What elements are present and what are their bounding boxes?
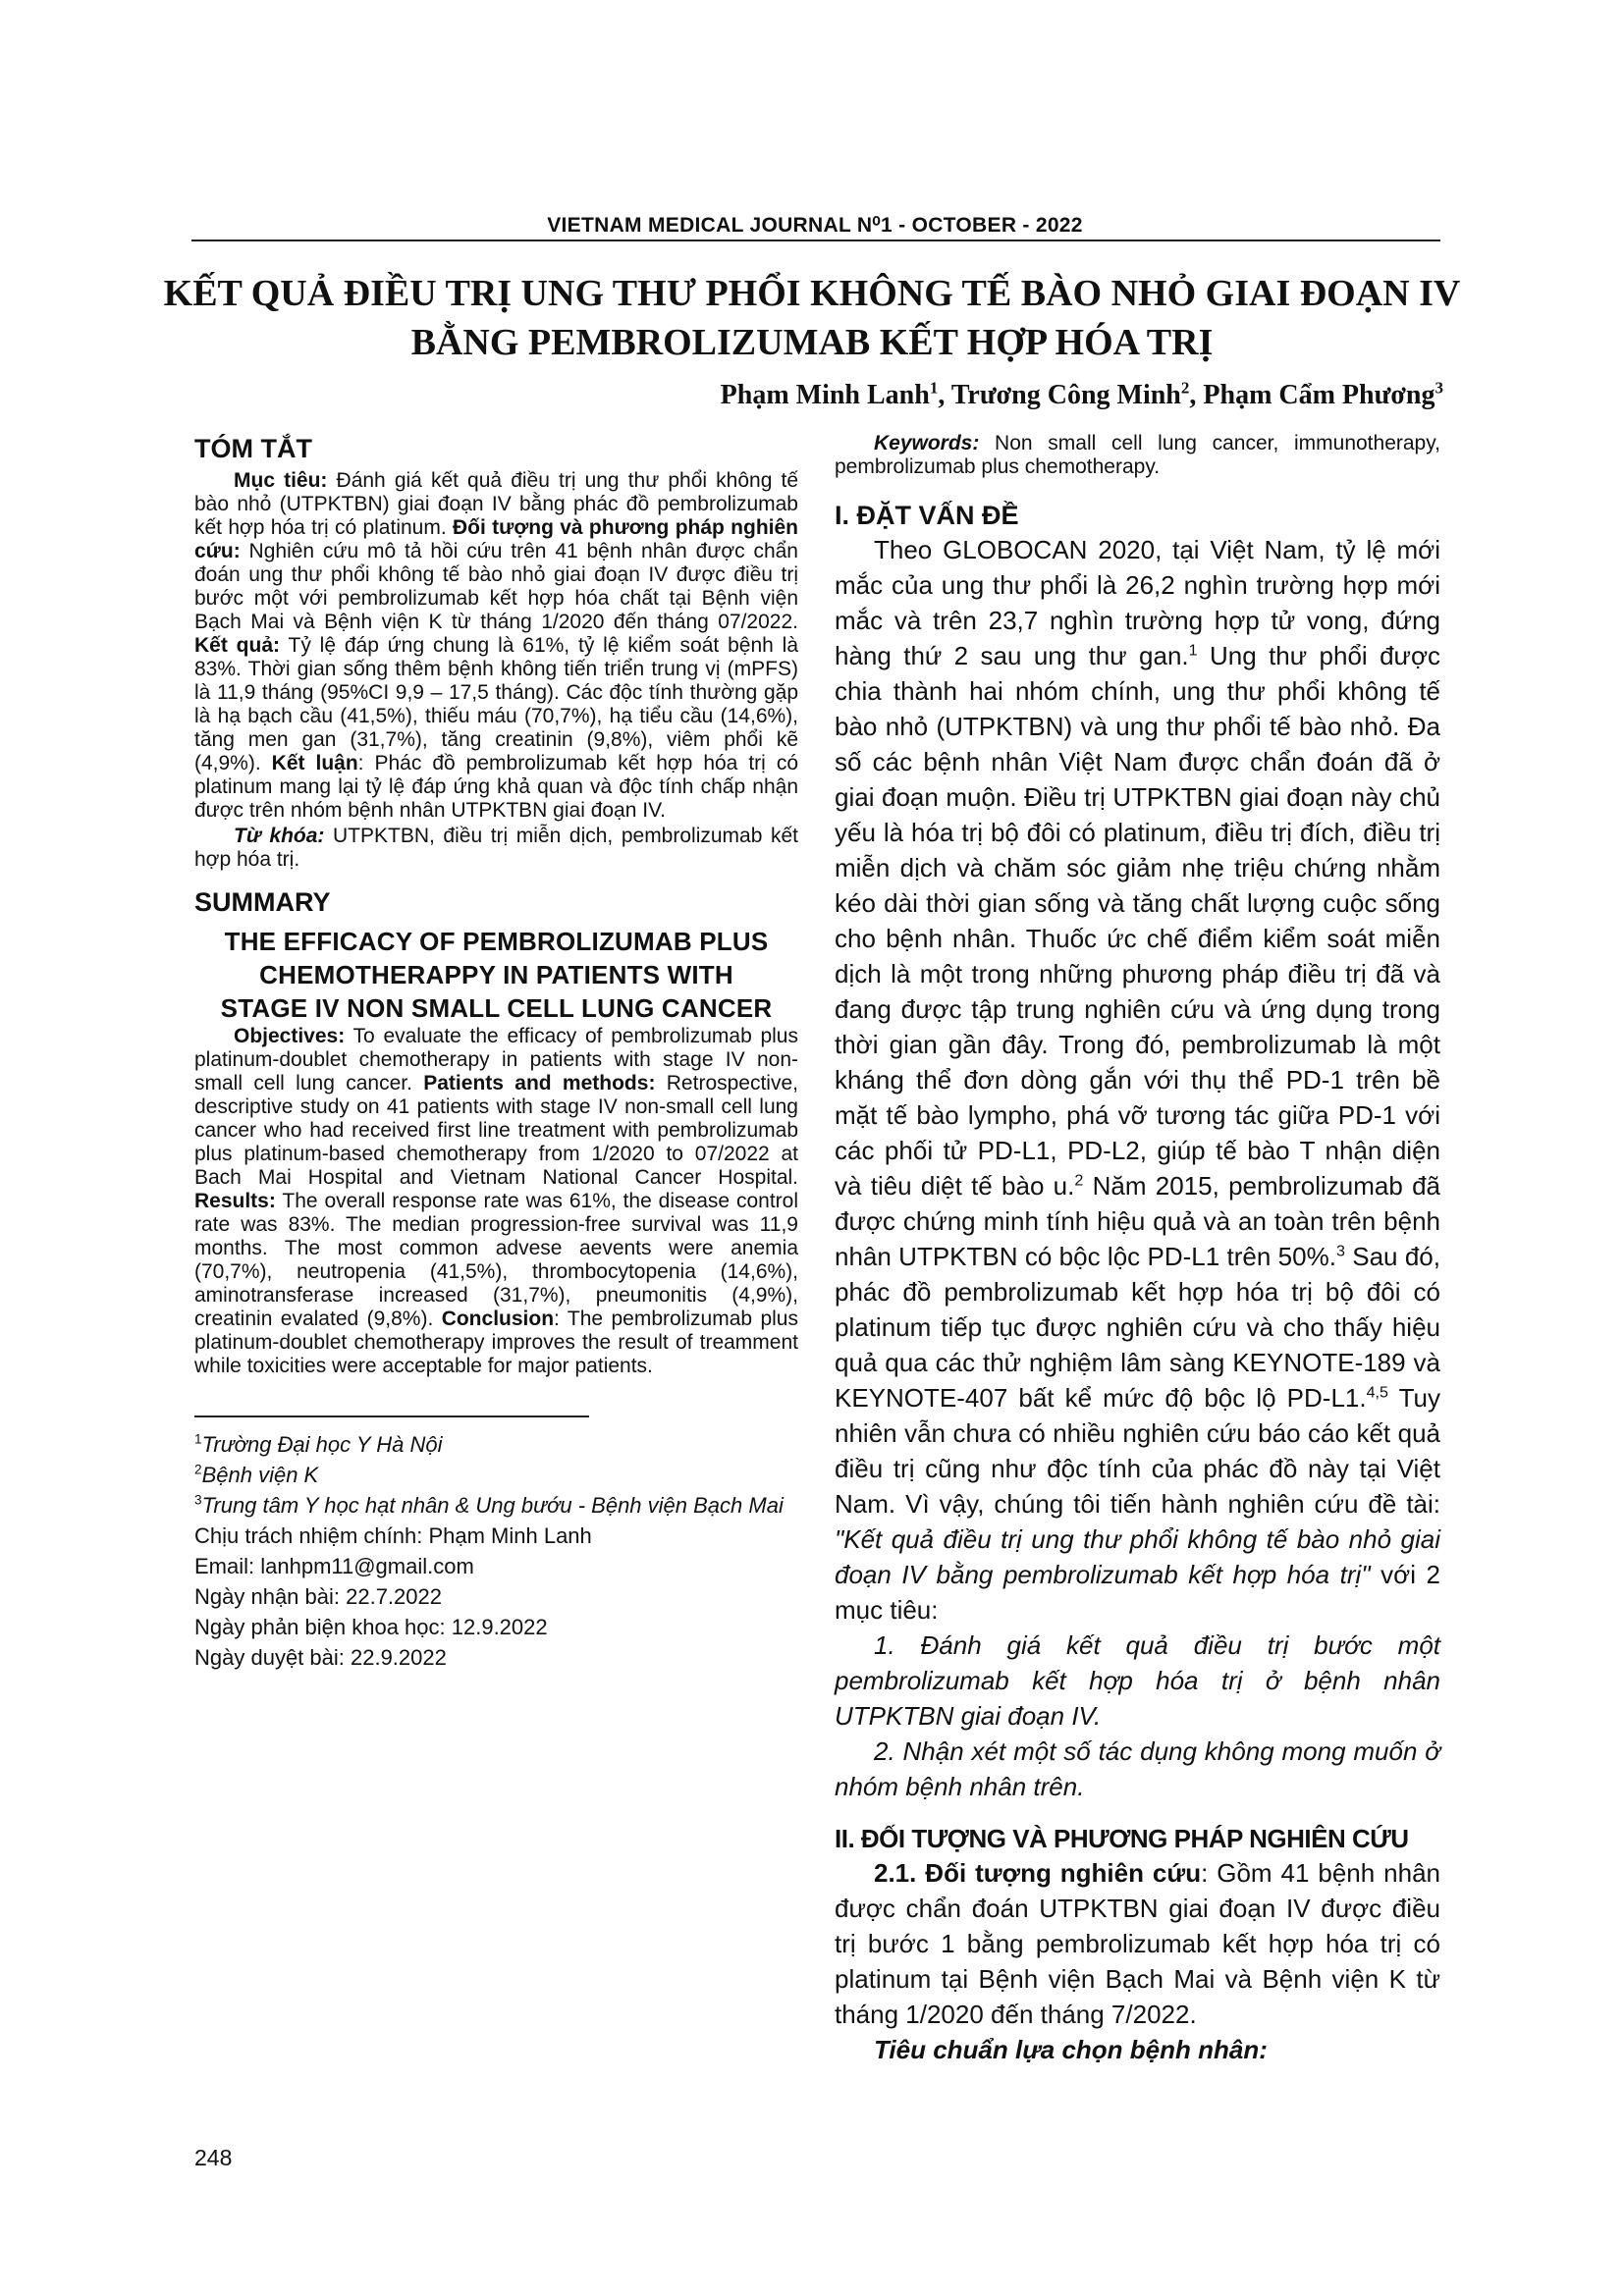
article-title <box>147 269 1477 367</box>
methods-text: Nghiên cứu mô tả hồi cứu trên 41 bệnh nhân được chẩn đoán ung thư phổi không tế bào nhỏ giai đoạn IV được điều trị bước một với pembrolizumab kết hợp hóa chất tại Bệnh viện Bạch Mai và Bệnh viện K từ tháng 1/2020 đến tháng 07/2022. <box>194 540 798 633</box>
keywords-en <box>835 432 1440 479</box>
intro-text: Theo GLOBOCAN 2020, tại Việt Nam, tỷ lệ mới mắc của ung thư phổi là 26,2 nghìn trường hợp mới mắc và trên 23,7 nghìn trường hợp tử vong, đứng hàng thứ 2 sau ung thư gan. <box>835 535 1440 670</box>
section-1-heading: I. ĐẶT VẤN ĐỀ <box>835 501 1019 530</box>
objective-2: 2. Nhận xét một số tác dụng không mong muốn ở nhóm bệnh nhân trên. <box>835 1736 1440 1801</box>
date-accepted: Ngày duyệt bài: 22.9.2022 <box>194 1645 447 1670</box>
conclusion-text: : Phác đồ pembrolizumab kết hợp hóa trị có platinum mang lại tỷ lệ đáp ứng khả quan và độc tính chấp nhận được trên nhóm bệnh nhân UTPKTBN giai đoạn IV. <box>194 752 798 822</box>
results-text: Tỷ lệ đáp ứng chung là 61%, tỷ lệ kiểm soát bệnh là 83%. Thời gian sống thêm bệnh không tiến triển trung vị (mPFS) là 11,9 tháng (95%CI 9,9 – 17,5 tháng). Các độc tính thường gặp là hạ bạch cầu (41,5%), thiếu máu (70,7%), hạ tiểu cầu (14,6%), tăng men gan (31,7%), tăng creatinin (9,8%), viêm phổi kẽ (4,9%). <box>194 634 798 774</box>
date-reviewed: Ngày phản biện khoa học: 12.9.2022 <box>194 1615 548 1639</box>
affiliation-text: Trung tâm Y học hạt nhân & Ung bướu - Bệnh viện Bạch Mai <box>201 1493 784 1518</box>
results-label: Kết quả: <box>194 634 281 657</box>
intro-text: Ung thư phổi được chia thành hai nhóm chính, ung thư phổi không tế bào nhỏ (UTPKTBN) và ung thư phổi tế bào nhỏ. Đa số các bệnh nhân Việt Nam được chẩn đoán đã ở giai đoạn muộn. Điều trị UTPKTBN giai đoạn này chủ yếu là hóa trị bộ đôi có platinum, điều trị đích, điều trị miễn dịch và chăm sóc giảm nhẹ triệu chứng nhằm kéo dài thời gian sống và tăng chất lượng cuộc sống cho bệnh nhân. Thuốc ức chế điểm kiểm soát miễn dịch là một trong những phương pháp điều trị đã và đang được tập trung nghiên cứu và ứng dụng trong thời gian gần đây. Trong đó, pembrolizumab là một kháng thể đơn dòng gắn với thụ thể PD-1 trên bề mặt tế bào lympho, phá vỡ tương tác giữa PD-1 với các phối tử PD-L1, PD-L2, giúp tế bào T nhận diện và tiêu diệt tế bào u. <box>835 641 1440 1201</box>
objective-text: Đánh giá kết quả điều trị ung thư phổi không tế bào nhỏ (UTPKTBN) giai đoạn IV bằng phác đồ pembrolizumab kết hợp hóa trị có platinum. <box>194 469 798 539</box>
results-label-en: Results: <box>194 1190 276 1212</box>
keywords-vi-text: UTPKTBN, điều trị miễn dịch, pembrolizumab kết hợp hóa trị. <box>194 825 798 871</box>
methods-label-en: Patients and methods: <box>423 1072 656 1095</box>
summary-title-line: CHEMOTHERAPPY IN PATIENTS WITH <box>259 960 733 989</box>
footnotes <box>194 1429 798 1673</box>
author-separator: , <box>1189 380 1204 410</box>
running-header: VIETNAM MEDICAL JOURNAL N⁰1 - OCTOBER - 2022 <box>547 214 1083 237</box>
summary-title-line: THE EFFICACY OF PEMBROLIZUMAB PLUS <box>224 927 769 956</box>
author-list <box>550 380 1443 411</box>
citation-ref: 1 <box>1188 641 1198 660</box>
intro-text: Năm 2015, pembrolizumab đã được chứng minh tính hiệu quả và an toàn trên bệnh nhân UTPKTBN có bộc lộc PD-L1 trên 50%. <box>835 1171 1440 1271</box>
objectives-label: Objectives: <box>234 1025 346 1047</box>
intro-text: Sau đó, phác đồ pembrolizumab kết hợp hóa trị bộ đôi có platinum tiếp tục được nghiên cứu và cho thấy hiệu quả qua các thử nghiệm lâm sàng KEYNOTE-189 và KEYNOTE-407 bất kể mức độ bộc lộ PD-L1. <box>835 1242 1440 1413</box>
objective-1: 1. Đánh giá kết quả điều trị bước một pembrolizumab kết hợp hóa trị ở bệnh nhân UTPKTBN giai đoạn IV. <box>835 1630 1440 1731</box>
summary-heading: SUMMARY <box>194 887 331 917</box>
study-topic: "Kết quả điều trị ung thư phổi không tế bào nhỏ giai đoạn IV bằng pembrolizumab kết hợp hóa trị" <box>835 1524 1440 1589</box>
abstract-vi-heading: TÓM TẮT <box>194 434 312 463</box>
objectives-text: To evaluate the efficacy of pembrolizumab plus platinum-doublet chemotherapy in patients with stage IV non-small cell lung cancer. <box>194 1025 798 1095</box>
conclusion-text-en: : The pembrolizumab plus platinum-doublet chemotherapy improves the result of treamment while toxicities were acceptable for major patients. <box>194 1308 798 1377</box>
author-affiliation-mark: 3 <box>1435 378 1443 398</box>
citation-ref: 4,5 <box>1366 1383 1388 1402</box>
title-line-1: KẾT QUẢ ĐIỀU TRỊ UNG THƯ PHỔI KHÔNG TẾ BÀO NHỎ GIAI ĐOẠN IV <box>163 273 1461 314</box>
intro-text: với 2 mục tiêu: <box>835 1560 1441 1625</box>
results-text-en: The overall response rate was 61%, the disease control rate was 83%. The median progression-free survival was 11,9 months. The most common advese aevents were anemia (70,7%), neutropenia (41,5%), thrombocytopenia (14,6%), aminotransferase increased (31,7%), pneumonitis (4,9%), creatinin evalated (9,8%). <box>194 1190 798 1330</box>
summary-title-line: STAGE IV NON SMALL CELL LUNG CANCER <box>220 993 773 1023</box>
right-column <box>835 432 1440 2067</box>
left-column <box>194 432 798 1673</box>
section-1-body <box>835 532 1440 1804</box>
keywords-vi-label: Từ khóa: <box>234 825 325 847</box>
author-separator: , <box>938 380 951 410</box>
section-2-heading: II. ĐỐI TƯỢNG VÀ PHƯƠNG PHÁP NGHIÊN CỨU <box>835 1824 1409 1853</box>
date-received: Ngày nhận bài: 22.7.2022 <box>194 1584 442 1609</box>
citation-ref: 2 <box>1074 1171 1084 1190</box>
page-number: 248 <box>194 2145 233 2170</box>
title-line-2: BẰNG PEMBROLIZUMAB KẾT HỢP HÓA TRỊ <box>410 322 1214 363</box>
footnote-rule <box>194 1415 589 1417</box>
citation-ref: 3 <box>1335 1242 1345 1260</box>
author-affiliation-mark: 1 <box>929 378 939 398</box>
methods-text-en: Retrospective, descriptive study on 41 patients with stage IV non-small cell lung cancer who had received first line treatment with pembrolizumab plus platinum-based chemotherapy from 1/2020 to 07/2022 at Bach Mai Hospital and Vietnam National Cancer Hospital. <box>194 1072 798 1189</box>
abstract-vi-paragraph <box>194 469 798 823</box>
subsection-label: 2.1. Đối tượng nghiên cứu <box>874 1858 1202 1888</box>
affiliation-text: Trường Đại học Y Hà Nội <box>201 1432 443 1457</box>
conclusion-label-en: Conclusion <box>441 1308 555 1330</box>
conclusion-label: Kết luận <box>271 752 358 774</box>
author-name: Phạm Minh Lanh <box>720 380 930 410</box>
contact-email: Email: lanhpm11@gmail.com <box>194 1554 474 1578</box>
responsible-author: Chịu trách nhiệm chính: Phạm Minh Lanh <box>194 1523 592 1548</box>
intro-text: Tuy nhiên vẫn chưa có nhiều nghiên cứu báo cáo kết quả điều trị cũng như độc tính của phác đồ này tại Việt Nam. Vì vậy, chúng tôi tiến hành nghiên cứu đề tài: <box>835 1383 1440 1519</box>
subjects-paragraph <box>835 1855 1440 2032</box>
footnote-affiliation-3: $^3$Trung tâm Y học hạt nhân & Ung bướu - Bệnh viện Bạch Mai <box>194 1492 784 1518</box>
footnote-affiliation-1: $^1$Trường Đại học Y Hà Nội <box>194 1431 443 1457</box>
summary-title <box>194 925 798 1025</box>
keywords-vi <box>194 825 798 872</box>
affiliation-text: Bệnh viện K <box>201 1463 319 1487</box>
section-2-body <box>835 1855 1440 2067</box>
footnote-affiliation-2: $^2$Bệnh viện K <box>194 1462 319 1487</box>
keywords-en-text: Non small cell lung cancer, immunotherapy, pembrolizumab plus chemotherapy. <box>835 432 1440 478</box>
methods-label: Đối tượng và phương pháp nghiên cứu: <box>194 516 799 562</box>
summary-paragraph <box>194 1025 798 1378</box>
author-name: Phạm Cẩm Phương <box>1203 380 1435 410</box>
author-affiliation-mark: 2 <box>1180 378 1190 398</box>
header-rule <box>191 240 1440 241</box>
author-name: Trương Công Minh <box>950 380 1181 410</box>
keywords-en-label: Keywords: <box>874 432 980 454</box>
objective-label: Mục tiêu: <box>234 469 328 492</box>
intro-paragraph <box>835 532 1440 1628</box>
inclusion-criteria-heading: Tiêu chuẩn lựa chọn bệnh nhân: <box>874 2035 1268 2064</box>
subsection-text: : Gồm 41 bệnh nhân được chẩn đoán UTPKTBN giai đoạn IV được điều trị bước 1 bằng pembrolizumab kết hợp hóa trị có platinum tại Bệnh viện Bạch Mai và Bệnh viện K từ tháng 1/2020 đến tháng 7/2022. <box>835 1858 1440 2029</box>
